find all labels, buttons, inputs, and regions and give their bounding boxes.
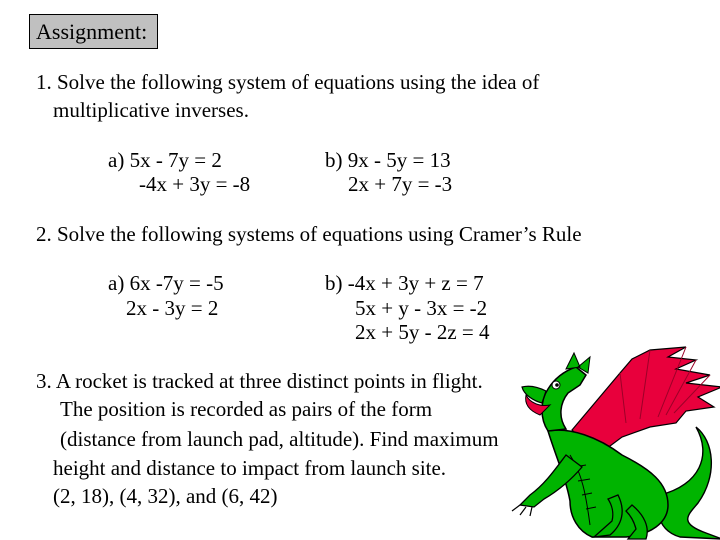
- problem3-line2: The position is recorded as pairs of the form: [60, 397, 433, 421]
- assignment-header: Assignment:: [29, 14, 158, 49]
- dragon-icon: [500, 345, 720, 540]
- problem1-b-eq1: b) 9x - 5y = 13: [325, 148, 451, 172]
- problem2-a-eq1: a) 6x -7y = -5: [108, 271, 224, 295]
- problem3-line5: (2, 18), (4, 32), and (6, 42): [53, 484, 278, 508]
- problem2-b-eq1: b) -4x + 3y + z = 7: [325, 271, 484, 295]
- problem1-b-eq2: 2x + 7y = -3: [348, 172, 453, 196]
- problem2-b-eq2: 5x + y - 3x = -2: [355, 296, 488, 320]
- problem1-a-eq2: -4x + 3y = -8: [139, 172, 251, 196]
- problem1-line1: 1. Solve the following system of equations using the idea of: [36, 70, 540, 94]
- problem3-line3: (distance from launch pad, altitude). Find maximum: [60, 427, 499, 451]
- problem1-a-eq1: a) 5x - 7y = 2: [108, 148, 222, 172]
- problem3-line1: 3. A rocket is tracked at three distinct points in flight.: [36, 369, 483, 393]
- problem2-a-eq2: 2x - 3y = 2: [126, 296, 219, 320]
- problem1-line2: multiplicative inverses.: [53, 98, 249, 122]
- problem2-line1: 2. Solve the following systems of equations using Cramer’s Rule: [36, 222, 582, 246]
- problem3-line4: height and distance to impact from launch site.: [53, 456, 447, 480]
- problem2-b-eq3: 2x + 5y - 2z = 4: [355, 320, 490, 344]
